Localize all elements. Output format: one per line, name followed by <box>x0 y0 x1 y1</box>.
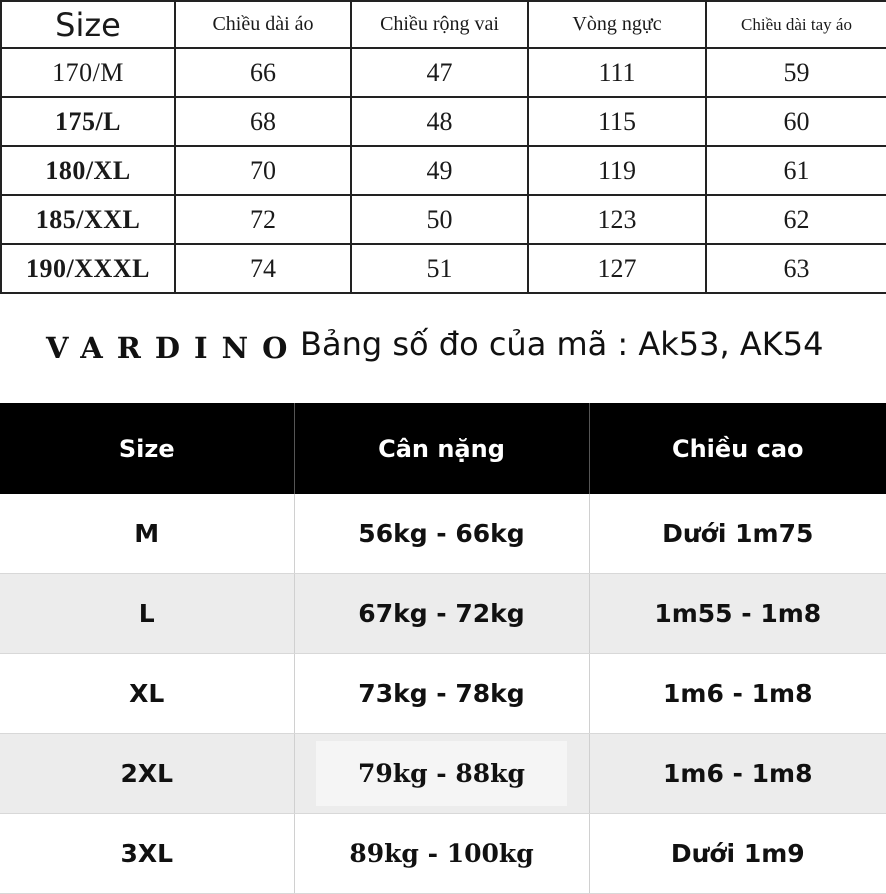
size-guide-height-cell: 1m55 - 1m8 <box>589 574 886 654</box>
measurement-chest-cell: 115 <box>528 97 706 146</box>
measurement-shoulder-cell: 51 <box>351 244 528 293</box>
measurement-header-shoulder: Chiều rộng vai <box>351 1 528 48</box>
size-guide-height-cell: Dưới 1m75 <box>589 494 886 574</box>
measurement-length-cell: 68 <box>175 97 351 146</box>
size-chart-caption: Bảng số đo của mã : Ak53, AK54 <box>300 325 824 363</box>
measurement-header-chest: Vòng ngực <box>528 1 706 48</box>
size-guide-size-cell: 2XL <box>0 734 294 814</box>
measurement-shoulder-cell: 47 <box>351 48 528 97</box>
measurement-size-cell: 185/XXL <box>1 195 175 244</box>
measurement-shoulder-cell: 48 <box>351 97 528 146</box>
measurement-size-cell: 180/XL <box>1 146 175 195</box>
measurement-shoulder-cell: 49 <box>351 146 528 195</box>
measurement-header-size: Size <box>1 1 175 48</box>
measurement-row <box>1 244 886 293</box>
measurement-length-cell: 72 <box>175 195 351 244</box>
measurement-header-row <box>1 1 886 48</box>
size-guide-weight-cell: 73kg - 78kg <box>294 654 589 734</box>
size-guide-height-cell: 1m6 - 1m8 <box>589 734 886 814</box>
size-guide-height-cell: Dưới 1m9 <box>589 814 886 894</box>
size-guide-height-cell: 1m6 - 1m8 <box>589 654 886 734</box>
measurement-row <box>1 48 886 97</box>
size-guide-size-cell: 3XL <box>0 814 294 894</box>
measurement-length-cell: 74 <box>175 244 351 293</box>
size-guide-header-size: Size <box>0 403 294 494</box>
size-guide-header-row <box>0 403 886 494</box>
size-guide-size-cell: L <box>0 574 294 654</box>
measurement-row <box>1 195 886 244</box>
measurement-chest-cell: 119 <box>528 146 706 195</box>
size-guide-weight-cell <box>294 734 589 814</box>
measurement-size-cell: 190/XXXL <box>1 244 175 293</box>
size-guide-size-cell: XL <box>0 654 294 734</box>
size-guide-row <box>0 654 886 734</box>
measurement-sleeve-cell: 59 <box>706 48 886 97</box>
measurement-chest-cell: 127 <box>528 244 706 293</box>
measurement-size-cell: 170/M <box>1 48 175 97</box>
measurement-header-length: Chiều dài áo <box>175 1 351 48</box>
measurement-table <box>0 0 886 294</box>
measurement-chest-cell: 111 <box>528 48 706 97</box>
measurement-row <box>1 97 886 146</box>
measurement-chest-cell: 123 <box>528 195 706 244</box>
measurement-sleeve-cell: 60 <box>706 97 886 146</box>
measurement-shoulder-cell: 50 <box>351 195 528 244</box>
size-guide-weight-text: 89kg - 100kg <box>349 839 534 868</box>
measurement-header-sleeve: Chiều dài tay áo <box>706 1 886 48</box>
size-guide-weight-cell: 56kg - 66kg <box>294 494 589 574</box>
size-guide-row <box>0 574 886 654</box>
size-guide-row <box>0 734 886 814</box>
measurement-length-cell: 70 <box>175 146 351 195</box>
size-guide-header-weight: Cân nặng <box>294 403 589 494</box>
measurement-sleeve-cell: 62 <box>706 195 886 244</box>
size-guide-row <box>0 494 886 574</box>
size-guide-size-cell: M <box>0 494 294 574</box>
size-guide-header-height: Chiều cao <box>589 403 886 494</box>
brand-logo-text: VARDINO <box>46 331 302 365</box>
measurement-size-cell: 175/L <box>1 97 175 146</box>
measurement-length-cell: 66 <box>175 48 351 97</box>
measurement-row <box>1 146 886 195</box>
size-guide-table <box>0 403 886 894</box>
measurement-sleeve-cell: 61 <box>706 146 886 195</box>
measurement-sleeve-cell: 63 <box>706 244 886 293</box>
size-guide-weight-cell: 67kg - 72kg <box>294 574 589 654</box>
size-guide-weight-text: 79kg - 88kg <box>316 741 567 806</box>
